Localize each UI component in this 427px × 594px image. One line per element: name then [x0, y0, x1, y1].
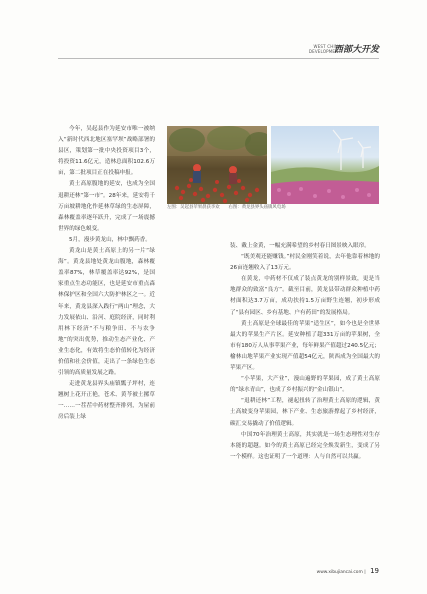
- caption-right: 右图：黄龙县界头庙镇风电场: [228, 205, 286, 210]
- website-url: www.xibujiancai.com: [316, 570, 363, 575]
- wind-farm-photo: [271, 126, 379, 204]
- paragraph: “小苹果，大产业”，漫山遍野的苹果园，成了黄土高原的“绿水青山”，也成了乡村振兴的“金山银山”。: [230, 376, 380, 394]
- magazine-title: 西部大开发: [333, 45, 379, 55]
- caption-left: 左图：吴起县苹果晨获李欢: [167, 205, 220, 210]
- paragraph: 今年，吴起县作为延安市唯一被纳入“新时代西北地区塞罕坝”战略部署的县区，策划第一批中央投资项目3个，将投资11.6亿元，造林总面积102.6万亩，第二批项目正在投稿申报。: [58, 126, 155, 177]
- paragraph: 在黄龙，中药材不仅成了装点黄龙的别样景致，更是当地群众的致富“良方”。截至目前，黄龙县带动群众种植中药材面积达3.7万亩，成功扶持1.5万亩野生连翘，初步形成了“县有园区、乡有基地、户有药田”的发展格局。: [230, 276, 380, 316]
- header-english-line1: WEST CHINA: [313, 44, 341, 49]
- paragraph: 黄土高原是全球最佳的苹果“适生区”，如今也是全世界最大的苹果生产片区。延安种植了超331万亩的苹果树，全市有180万人从事苹果产业，每年鲜果产值超过240.5亿元；榆林山地苹果产业实现产值超54亿元，陕西成为全国最大的苹果产区。: [230, 320, 380, 372]
- paragraph: “既美观还能赚钱。”村民金刚笑着说，去年他靠着林地的26亩连翘收入了13万元。: [230, 254, 380, 272]
- header-divider: [58, 58, 379, 59]
- wind-farm-illustration: [271, 126, 379, 204]
- paragraph: 装、戴上金黄，一幅充满希望的乡村春日图景映入眼帘。: [230, 243, 370, 249]
- paragraph: 走进黄龙县界头庙镇瓢子坪村，连翘树上花开正艳，苍术、黄芩被土摞草一……一茬茬中药材整齐排列，为屋前房后装上绿: [58, 381, 155, 421]
- paragraph: 黄龙山是黄土高原上的另一片“绿海”。黄龙县地处黄龙山腹地，森林覆盖率87%，林草覆盖率达92%，是国家重点生态功能区，也是延安市重点森林保护区和全国六大防护林区之一。近年来，黄龙县深入践行“两山”理念，大力发展依山、沿河、庭院经济，同时利用林下经济“不与粮争田、不与农争地”的突出优势，推动生态产业化、产业生态化，有效将生态价值转化为经济价值和社会价值，走出了一条绿色生态引领的高质量发展之路。: [58, 248, 155, 377]
- paragraph: 黄土高原腹地的延安，也成为全国退耕还林“第一市”。28年来，延安将千万亩坡耕地化作延林草绿的生态屏障，森林覆盖率逐年跃升，完成了一场震撼世界的绿色蜕变。: [58, 181, 155, 232]
- page-footer: [317, 567, 379, 575]
- article-left-column: [58, 124, 155, 424]
- paragraph: 中国70年治理黄土高原，其实就是一场生态理性对生存本能的超越。如今的黄土高原已经完全焕发新生，变成了另一个模样。这也证明了一个道理：人与自然可以共赢。: [230, 431, 380, 460]
- page-number: 19: [370, 567, 379, 575]
- paragraph: “退耕还林”工程，褪起扭转了治理黄土高原的逻辑，黄土高坡变身苹果园，林下产业、生态旅游撑起了乡村经济，碳汇交易撬动了价值逻辑。: [230, 398, 380, 427]
- photo-caption: [167, 205, 379, 211]
- apple-harvest-photo: [167, 126, 267, 204]
- article-right-column: [230, 241, 380, 463]
- header-english-line2: DEVELOPMENT: [308, 49, 341, 54]
- apple-orchard-illustration: [167, 126, 267, 204]
- footer-separator: |: [364, 570, 366, 575]
- paragraph: 5月，漫步黄龙山，林中飘药香。: [69, 236, 151, 243]
